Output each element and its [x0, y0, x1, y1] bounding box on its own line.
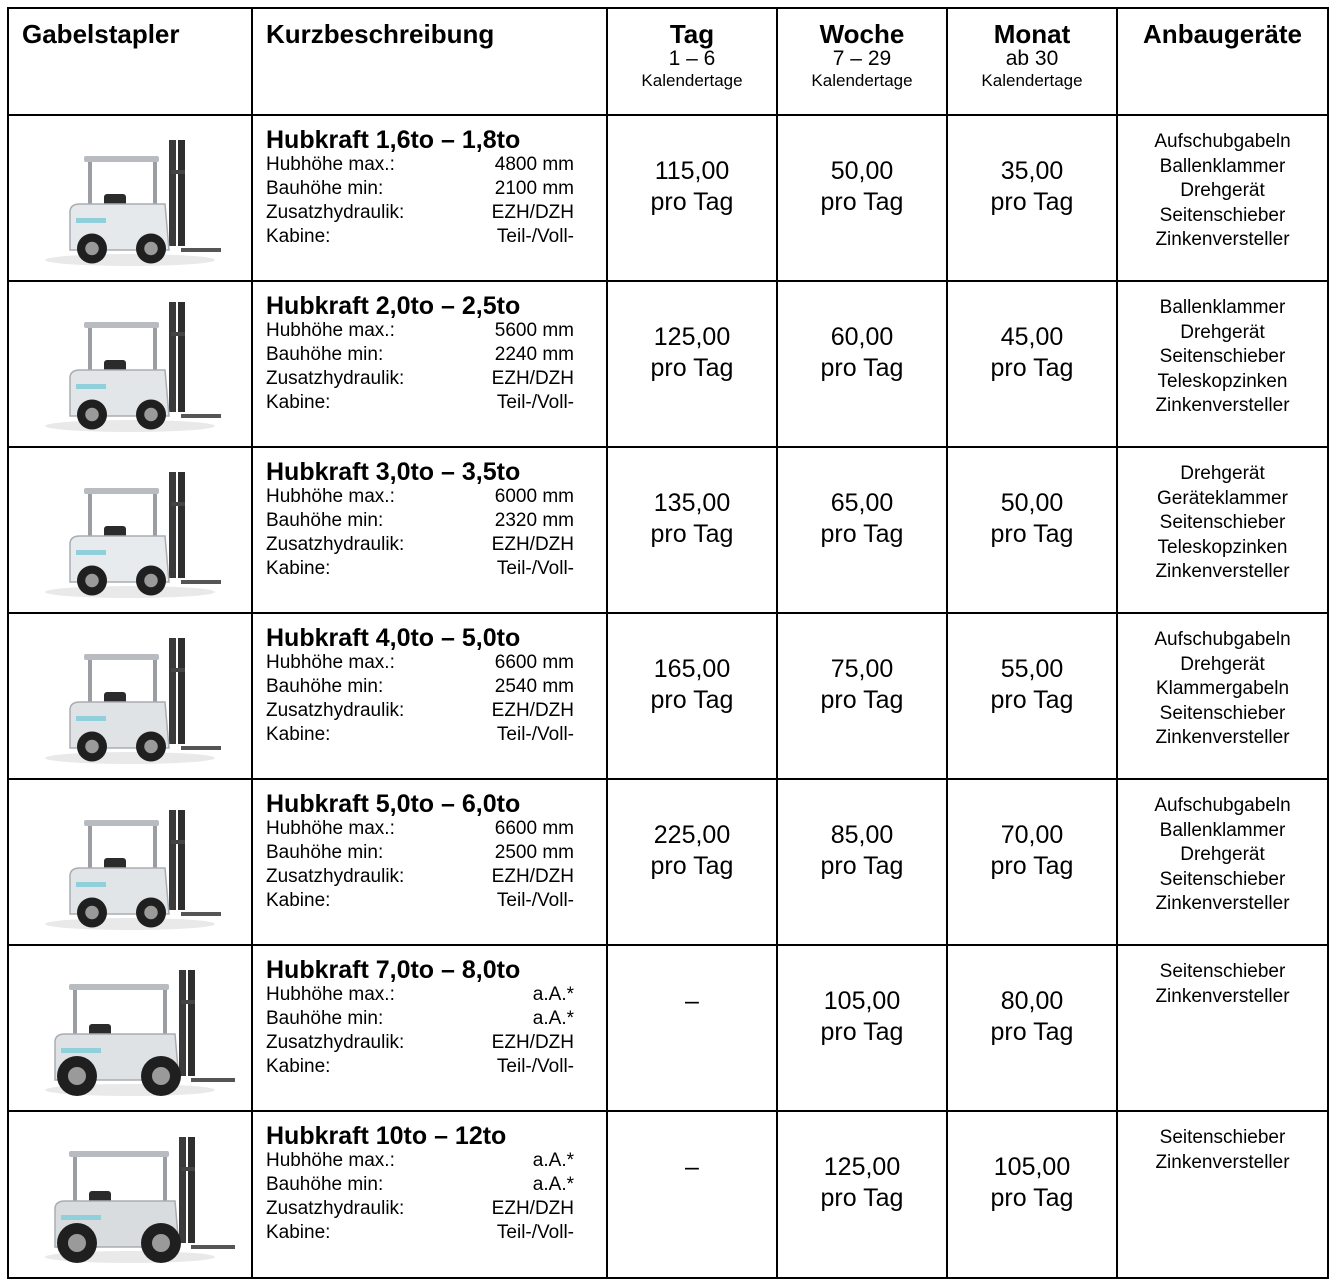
price-woche-cell	[777, 779, 947, 945]
header-monat-range: ab 30	[1005, 47, 1059, 70]
attachment-item: Zinkenversteller	[1155, 1151, 1290, 1173]
attachment-item: Teleskopzinken	[1157, 536, 1288, 558]
spec-label: Kabine:	[266, 1222, 331, 1243]
price-woche-value: 85,00	[830, 821, 894, 849]
attachments-cell	[1117, 779, 1328, 945]
price-tag-value: 165,00	[653, 655, 731, 683]
price-tag-cell	[607, 945, 777, 1111]
price-woche-unit: pro Tag	[820, 1184, 904, 1212]
attachment-item: Zinkenversteller	[1155, 985, 1290, 1007]
spec-label: Bauhöhe min:	[266, 842, 384, 863]
spec-kabine	[266, 1055, 574, 1079]
price-monat-cell	[947, 779, 1117, 945]
spec-label: Zusatzhydraulik:	[266, 1198, 405, 1219]
price-woche-cell	[777, 447, 947, 613]
description-cell	[252, 945, 607, 1111]
spec-value: 2540 mm	[494, 676, 574, 697]
spec-bauhoehe	[266, 509, 574, 533]
spec-bauhoehe	[266, 1007, 574, 1031]
forklift-image-cell	[8, 115, 252, 281]
price-monat-unit: pro Tag	[990, 1184, 1074, 1212]
attachment-item: Seitenschieber	[1159, 346, 1286, 367]
capacity-title: Hubkraft 1,6to – 1,8to	[266, 126, 521, 154]
attachment-item: Drehgerät	[1180, 321, 1265, 343]
attachment-item: Seitenschieber	[1159, 204, 1286, 226]
price-woche-value: 125,00	[823, 1153, 901, 1181]
spec-kabine	[266, 225, 574, 249]
forklift-image	[25, 792, 235, 932]
price-woche-unit: pro Tag	[820, 188, 904, 216]
attachment-item: Ballenklammer	[1159, 155, 1286, 177]
attachment-item: Drehgerät	[1180, 180, 1265, 201]
capacity-title: Hubkraft 7,0to – 8,0to	[266, 956, 521, 984]
price-monat-unit: pro Tag	[990, 520, 1074, 548]
price-woche-value: 60,00	[830, 323, 894, 351]
price-monat-value: 50,00	[1000, 489, 1064, 517]
price-tag-value: –	[685, 987, 699, 1015]
spec-value: EZH/DZH	[491, 866, 574, 887]
spec-label: Zusatzhydraulik:	[266, 202, 405, 223]
spec-label: Hubhöhe max.:	[266, 652, 395, 673]
spec-label: Kabine:	[266, 890, 331, 911]
price-tag-unit: pro Tag	[650, 686, 734, 714]
price-woche-unit: pro Tag	[820, 852, 904, 880]
header-tag-title: Tag	[669, 19, 715, 49]
description-cell	[252, 1111, 607, 1278]
spec-label: Bauhöhe min:	[266, 1174, 384, 1195]
spec-label: Bauhöhe min:	[266, 1008, 384, 1029]
attachment-item: Zinkenversteller	[1155, 893, 1290, 914]
spec-label: Kabine:	[266, 226, 331, 247]
price-monat-cell	[947, 281, 1117, 447]
description-cell	[252, 281, 607, 447]
spec-value: Teil-/Voll-	[496, 392, 574, 413]
table-row	[8, 115, 1328, 281]
price-tag-unit: pro Tag	[650, 188, 734, 216]
spec-bauhoehe	[266, 1173, 574, 1197]
capacity-title: Hubkraft 10to – 12to	[266, 1122, 507, 1150]
spec-label: Hubhöhe max.:	[266, 1150, 395, 1171]
price-monat-value: 35,00	[1000, 157, 1064, 185]
spec-label: Hubhöhe max.:	[266, 818, 395, 839]
spec-label: Zusatzhydraulik:	[266, 1032, 405, 1053]
price-monat-value: 70,00	[1000, 821, 1064, 849]
spec-label: Zusatzhydraulik:	[266, 534, 405, 555]
spec-kabine	[266, 1221, 574, 1245]
attachments-cell	[1117, 945, 1328, 1111]
spec-zusatz	[266, 865, 574, 889]
attachments-cell	[1117, 115, 1328, 281]
forklift-image	[25, 294, 235, 434]
header-woche-range: 7 – 29	[832, 47, 892, 70]
header-tag-unit: Kalendertage	[641, 71, 743, 90]
attachment-item: Zinkenversteller	[1155, 727, 1290, 748]
spec-label: Kabine:	[266, 724, 331, 745]
table-row	[8, 447, 1328, 613]
spec-label: Hubhöhe max.:	[266, 984, 395, 1005]
spec-label: Bauhöhe min:	[266, 344, 384, 365]
forklift-image-cell	[8, 613, 252, 779]
spec-hubhoehe	[266, 485, 574, 509]
spec-value: EZH/DZH	[491, 202, 574, 223]
spec-label: Zusatzhydraulik:	[266, 866, 405, 887]
forklift-image-cell	[8, 281, 252, 447]
spec-bauhoehe	[266, 177, 574, 201]
spec-hubhoehe	[266, 817, 574, 841]
price-woche-value: 50,00	[830, 157, 894, 185]
attachment-item: Klammergabeln	[1155, 678, 1290, 699]
spec-value: Teil-/Voll-	[496, 890, 574, 911]
price-woche-value: 105,00	[823, 987, 901, 1015]
forklift-image-cell	[8, 1111, 252, 1278]
price-monat-unit: pro Tag	[990, 188, 1074, 216]
price-tag-cell	[607, 447, 777, 613]
spec-value: a.A.*	[532, 1008, 574, 1029]
spec-hubhoehe	[266, 319, 574, 343]
header-monat-unit: Kalendertage	[981, 71, 1083, 90]
attachments-cell	[1117, 447, 1328, 613]
price-woche-unit: pro Tag	[820, 686, 904, 714]
price-table	[7, 7, 1329, 1279]
price-woche-value: 65,00	[830, 489, 894, 517]
spec-hubhoehe	[266, 983, 574, 1007]
table-row	[8, 613, 1328, 779]
forklift-image-cell	[8, 447, 252, 613]
spec-kabine	[266, 723, 574, 747]
attachments-cell	[1117, 613, 1328, 779]
capacity-title: Hubkraft 3,0to – 3,5to	[266, 458, 521, 486]
header-tag-range: 1 – 6	[668, 47, 716, 70]
forklift-image-cell	[8, 945, 252, 1111]
price-tag-unit: pro Tag	[650, 354, 734, 382]
description-cell	[252, 447, 607, 613]
spec-value: 2100 mm	[494, 178, 574, 199]
header-monat	[947, 8, 1117, 115]
attachment-item: Teleskopzinken	[1157, 370, 1288, 392]
price-woche-unit: pro Tag	[820, 520, 904, 548]
description-cell	[252, 115, 607, 281]
spec-value: a.A.*	[532, 1174, 574, 1195]
spec-zusatz	[266, 367, 574, 391]
price-tag-cell	[607, 779, 777, 945]
price-monat-unit: pro Tag	[990, 1018, 1074, 1046]
spec-value: 5600 mm	[494, 320, 574, 341]
spec-bauhoehe	[266, 343, 574, 367]
spec-value: 2500 mm	[494, 842, 574, 863]
attachment-item: Seitenschieber	[1159, 512, 1286, 533]
spec-value: EZH/DZH	[491, 700, 574, 721]
price-tag-cell	[607, 281, 777, 447]
attachment-item: Drehgerät	[1180, 844, 1265, 865]
spec-zusatz	[266, 699, 574, 723]
attachment-item: Ballenklammer	[1159, 297, 1286, 318]
forklift-image-cell	[8, 779, 252, 945]
attachment-item: Aufschubgabeln	[1154, 795, 1291, 816]
price-tag-cell	[607, 613, 777, 779]
spec-kabine	[266, 889, 574, 913]
header-kurzbeschreibung: Kurzbeschreibung	[252, 8, 607, 115]
spec-zusatz	[266, 1197, 574, 1221]
header-woche	[777, 8, 947, 115]
header-anbaugeraete: Anbaugeräte	[1117, 8, 1328, 115]
spec-value: EZH/DZH	[491, 534, 574, 555]
attachment-item: Aufschubgabeln	[1154, 629, 1291, 650]
attachment-item: Ballenklammer	[1159, 819, 1286, 841]
spec-zusatz	[266, 201, 574, 225]
description-cell	[252, 779, 607, 945]
header-gabelstapler: Gabelstapler	[8, 8, 252, 115]
spec-value: Teil-/Voll-	[496, 1222, 574, 1243]
price-woche-cell	[777, 945, 947, 1111]
spec-value: 2320 mm	[494, 510, 574, 531]
spec-label: Hubhöhe max.:	[266, 154, 395, 175]
spec-label: Kabine:	[266, 558, 331, 579]
attachment-item: Aufschubgabeln	[1154, 131, 1291, 152]
price-monat-unit: pro Tag	[990, 852, 1074, 880]
price-tag-value: 225,00	[653, 821, 731, 849]
spec-value: EZH/DZH	[491, 1032, 574, 1053]
spec-value: Teil-/Voll-	[496, 1056, 574, 1077]
price-monat-cell	[947, 613, 1117, 779]
price-monat-value: 45,00	[1000, 323, 1064, 351]
spec-value: EZH/DZH	[491, 1198, 574, 1219]
spec-label: Hubhöhe max.:	[266, 320, 395, 341]
spec-label: Kabine:	[266, 392, 331, 413]
price-tag-value: –	[685, 1153, 699, 1181]
description-cell	[252, 613, 607, 779]
price-monat-unit: pro Tag	[990, 686, 1074, 714]
price-monat-value: 105,00	[993, 1153, 1071, 1181]
price-monat-cell	[947, 447, 1117, 613]
spec-label: Bauhöhe min:	[266, 510, 384, 531]
spec-value: a.A.*	[532, 1150, 574, 1171]
price-tag-cell	[607, 1111, 777, 1278]
spec-bauhoehe	[266, 841, 574, 865]
spec-label: Kabine:	[266, 1056, 331, 1077]
table-row	[8, 945, 1328, 1111]
capacity-title: Hubkraft 4,0to – 5,0to	[266, 624, 521, 652]
spec-value: 6000 mm	[494, 486, 574, 507]
attachment-item: Zinkenversteller	[1155, 395, 1290, 416]
table-row	[8, 281, 1328, 447]
price-woche-value: 75,00	[830, 655, 894, 683]
spec-kabine	[266, 391, 574, 415]
table-row	[8, 779, 1328, 945]
forklift-image	[25, 460, 235, 600]
price-woche-cell	[777, 281, 947, 447]
price-tag-value: 125,00	[653, 323, 731, 351]
price-tag-cell	[607, 115, 777, 281]
spec-zusatz	[266, 533, 574, 557]
price-tag-unit: pro Tag	[650, 852, 734, 880]
attachment-item: Zinkenversteller	[1155, 561, 1290, 582]
capacity-title: Hubkraft 5,0to – 6,0to	[266, 790, 521, 818]
header-monat-title: Monat	[993, 19, 1071, 49]
price-monat-value: 80,00	[1000, 987, 1064, 1015]
spec-label: Zusatzhydraulik:	[266, 368, 405, 389]
spec-value: 4800 mm	[494, 154, 574, 175]
price-woche-unit: pro Tag	[820, 354, 904, 382]
capacity-title: Hubkraft 2,0to – 2,5to	[266, 292, 521, 320]
spec-value: 6600 mm	[494, 818, 574, 839]
attachment-item: Seitenschieber	[1159, 868, 1286, 890]
attachments-cell	[1117, 281, 1328, 447]
forklift-image	[25, 128, 235, 268]
spec-kabine	[266, 557, 574, 581]
price-monat-cell	[947, 1111, 1117, 1278]
price-monat-value: 55,00	[1000, 655, 1064, 683]
header-row	[8, 8, 1328, 115]
price-monat-cell	[947, 115, 1117, 281]
attachment-item: Seitenschieber	[1159, 961, 1286, 982]
spec-hubhoehe	[266, 651, 574, 675]
attachment-item: Zinkenversteller	[1155, 229, 1290, 250]
spec-zusatz	[266, 1031, 574, 1055]
spec-label: Zusatzhydraulik:	[266, 700, 405, 721]
price-tag-unit: pro Tag	[650, 520, 734, 548]
header-woche-unit: Kalendertage	[811, 71, 913, 90]
spec-label: Hubhöhe max.:	[266, 486, 395, 507]
attachments-cell	[1117, 1111, 1328, 1278]
spec-value: 6600 mm	[494, 652, 574, 673]
attachment-item: Seitenschieber	[1159, 1127, 1286, 1148]
spec-bauhoehe	[266, 675, 574, 699]
spec-value: Teil-/Voll-	[496, 724, 574, 745]
header-tag	[607, 8, 777, 115]
spec-value: 2240 mm	[494, 344, 574, 365]
price-monat-unit: pro Tag	[990, 354, 1074, 382]
spec-value: Teil-/Voll-	[496, 558, 574, 579]
attachment-item: Drehgerät	[1180, 463, 1265, 484]
forklift-image	[25, 1125, 235, 1265]
header-woche-title: Woche	[819, 19, 905, 49]
price-tag-value: 135,00	[653, 489, 731, 517]
spec-label: Bauhöhe min:	[266, 178, 384, 199]
price-woche-cell	[777, 115, 947, 281]
attachment-item: Drehgerät	[1180, 653, 1265, 675]
price-woche-cell	[777, 613, 947, 779]
spec-value: a.A.*	[532, 984, 574, 1005]
spec-hubhoehe	[266, 1149, 574, 1173]
spec-label: Bauhöhe min:	[266, 676, 384, 697]
price-tag-value: 115,00	[654, 157, 730, 185]
forklift-image	[25, 626, 235, 766]
forklift-image	[25, 958, 235, 1098]
spec-hubhoehe	[266, 153, 574, 177]
price-woche-cell	[777, 1111, 947, 1278]
price-monat-cell	[947, 945, 1117, 1111]
attachment-item: Seitenschieber	[1159, 702, 1286, 724]
spec-value: EZH/DZH	[491, 368, 574, 389]
price-woche-unit: pro Tag	[820, 1018, 904, 1046]
spec-value: Teil-/Voll-	[496, 226, 574, 247]
attachment-item: Geräteklammer	[1157, 487, 1288, 509]
table-row	[8, 1111, 1328, 1278]
